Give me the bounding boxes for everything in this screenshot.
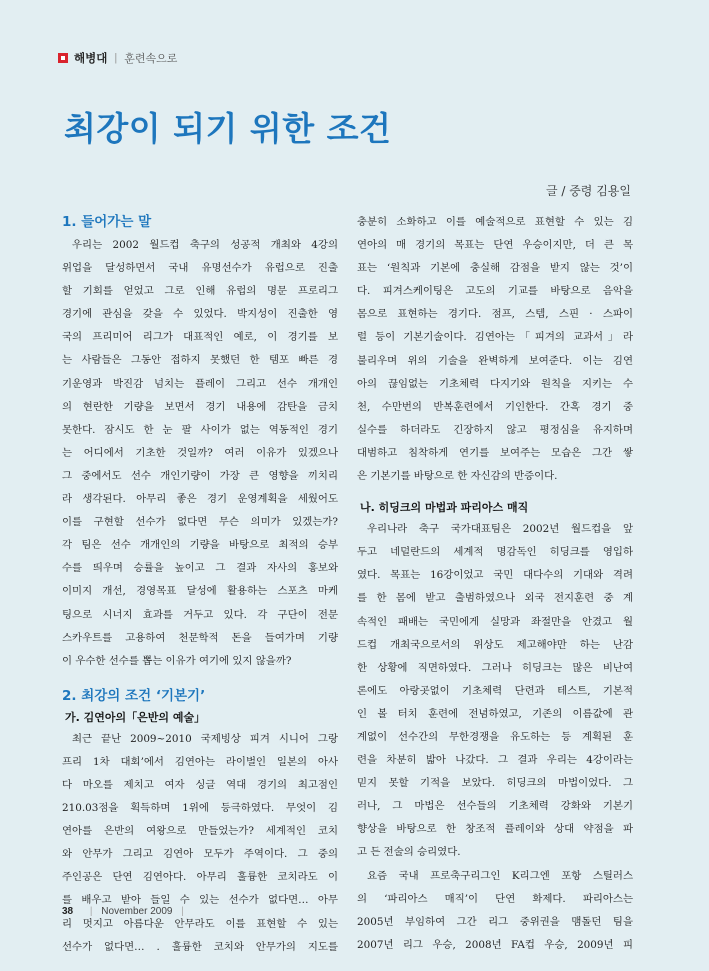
text-line: 충분히 소화하고 이를 예술적으로 표현할 수 있는 김 [357,216,633,228]
text-line: 최근 끝난 2009~2010 국제빙상 피겨 시니어 그랑 [72,732,338,745]
text-line: 실수를 하더라도 긴장하지 않고 평정심을 유지하며 [357,423,633,436]
text-line: 이 우수한 선수를 뽑는 이유가 여기에 있지 않을까? [62,654,292,667]
paragraph-kim-yuna [62,728,338,959]
subheading-kim-yuna: 가. 김연아의「은반의 예술」 [65,710,206,724]
author-byline: 글 / 중령 김용일 [545,184,631,198]
text-line: 2007년 리그 우승, 2008년 FA컵 우승, 2009년 피 [357,938,633,951]
right-column [357,211,633,957]
text-line: 팅으로 시너지 효과를 거두고 있다. 각 구단이 전문 [62,608,338,621]
text-line: 의 현란한 기량을 보면서 경기 내용에 감탄을 금치 [62,400,338,413]
text-line: 그 중에서도 선수 개인기량이 가장 큰 영향을 끼치리 [62,469,338,482]
text-line: 와 안무가 그리고 김연아 모두가 주역이다. 그 중의 [62,848,338,861]
paragraph-hiddink [357,518,633,864]
text-line: 이미지 개선, 경영목표 달성에 활용하는 스포츠 마케 [62,585,338,598]
red-square-icon [58,53,68,63]
text-line: 스카우트를 고용하여 천문학적 돈을 들여가며 기량 [62,631,338,644]
text-line: 론에도 아랑곳없이 기초체력 단련과 테스트, 기본적 [357,684,633,697]
text-line: 표는 ‘원칙과 기본에 충실해 감점을 받지 않는 것’이 [357,262,633,275]
text-line: 의 ‘파리아스 매직’이 단연 화제다. 파리아스는 [357,892,633,905]
text-line: 계없이 선수간의 무한경쟁을 유도하는 등 계획된 훈 [357,730,633,743]
text-line: 인 볼 터치 훈련에 전념하였고, 기존의 이름값에 관 [357,707,633,720]
text-line: 할 기회를 얻었고 그로 인해 유럽의 명문 프로리그 [62,285,338,298]
text-line: 연아의 매 경기의 목표는 단연 우승이지만, 더 큰 목 [357,239,633,252]
text-line: 향상을 바탕으로 한 창조적 플레이와 상대 약점을 파 [357,823,633,836]
text-line: 기운영과 박진감 넘치는 플레이 그리고 선수 개개인 [62,377,338,390]
text-line: 선수가 없다면… . 훌륭한 코치와 안무가의 지도를 [62,940,338,953]
text-line: 한 상황에 직면하였다. 그러나 히딩크는 많은 비난여 [357,661,633,674]
text-line: 는 어디에서 기초한 것일까? 여러 이유가 있겠으나 [62,446,338,459]
text-line: 대범하고 침착하게 연기를 보여주는 모습은 그간 쌓 [357,446,633,459]
paragraph-intro [62,234,338,673]
text-line: 요즘 국내 프로축구리그인 K리그엔 포항 스틸러스 [367,869,633,882]
header-separator: | [114,52,118,64]
article-title: 최강이 되기 위한 조건 [64,109,392,148]
page-number: 38 [62,906,74,917]
text-line: 못한다. 잠시도 한 눈 팔 사이가 없는 역동적인 경기 [62,423,338,436]
text-line: 를 배우고 받아 들일 수 있는 선수가 없다면… 아무 [62,894,338,907]
text-line: 수를 띄우며 승률을 높이고 그 결과 자사의 홍보와 [62,562,338,575]
magazine-section-name: 해병대 [74,53,108,65]
text-line: 위업을 달성하면서 국내 유명선수가 유럽으로 진출 [62,262,338,275]
text-line: 불리우며 위의 기술을 완벽하게 보여준다. 이는 김연 [357,354,633,367]
left-column [62,211,338,959]
text-line: 고 든 전술의 승리였다. [357,846,461,859]
issue-date: November 2009 [101,906,173,917]
text-line: 드컵 개최국으로서의 위상도 제고해야만 하는 난감 [357,638,633,651]
text-line: 련을 차분히 밟아 나갔다. 그 결과 우리는 4강이라는 [357,754,633,767]
text-line: 러나, 그 마법은 선수들의 기초체력 강화와 기본기 [357,800,633,813]
paragraph-farias [357,865,633,957]
section-header [58,50,177,66]
text-line: 몸으로 표현하는 경기다. 점프, 스텝, 스핀 · 스파이 [357,308,633,321]
text-line: 이를 구현할 선수가 없다면 무슨 의미가 있겠는가? [62,516,338,529]
text-line: 라 생각된다. 아무리 좋은 경기 운영계획을 세웠어도 [62,493,338,506]
text-line: 아의 끊임없는 기초체력 다지기와 원칙을 지키는 수 [357,377,633,390]
heading-intro: 1. 들어가는 말 [62,214,152,230]
magazine-section-sub: 훈련속으로 [124,53,178,65]
text-line: 우리나라 축구 국가대표팀은 2002년 월드컵을 앞 [367,523,633,536]
text-line: 천, 수만번의 반복훈련에서 기인한다. 간혹 경기 중 [357,400,633,413]
text-line: 주인공은 단연 김연아다. 아무리 훌륭한 코치라도 이 [62,871,338,884]
text-line: 리 멋지고 아름다운 안무라도 이를 표현할 수 있는 [62,917,338,930]
text-line: 각 팀은 선수 개개인의 기량을 바탕으로 최적의 승부 [62,539,338,552]
text-line: 믿지 못할 기적을 보았다. 히딩크의 마법이었다. 그 [357,777,633,790]
subheading-hiddink: 나. 히딩크의 마법과 파리아스 매직 [360,501,529,515]
text-line: 경기에 관심을 갖을 수 있었다. 박지성이 진출한 영 [62,308,338,321]
text-line: 연아를 은반의 여왕으로 만들었는가? 세계적인 코치 [62,825,338,838]
text-line: 다 마오를 제치고 여자 싱글 역대 경기의 최고점인 [62,778,338,791]
text-line: 속적인 패배는 국민에게 실망과 좌절만을 안겼고 월 [357,615,633,628]
text-line: 프리 1차 대회’에서 김연아는 라이벌인 일본의 아사 [62,755,338,768]
text-line: 다. 피겨스케이팅은 고도의 기교를 바탕으로 음악을 [357,285,633,298]
text-line: 2005년 부임하여 그간 리그 중위권을 맴돌던 팀을 [357,915,633,928]
text-line: 210.03점을 획득하며 1위에 등극하였다. 무엇이 김 [62,802,338,815]
text-line: 은 기본기를 바탕으로 한 자신감의 반증이다. [357,470,558,483]
text-line: 국의 프리미어 리그가 대표적인 예로, 이 경기를 보 [62,331,338,344]
text-line: 럴 등이 기본기술이다. 김연아는「피겨의 교과서」라 [357,331,633,344]
text-line: 우리는 2002 월드컵 축구의 성공적 개최와 4강의 [72,239,338,251]
text-line: 두고 네덜란드의 세계적 명감독인 히딩크를 영입하 [357,546,633,559]
text-line: 는 사람들은 그동안 접하지 못했던 한 템포 빠른 경 [62,354,338,367]
page-footer: 38 | November 2009 | [62,906,184,917]
heading-basics: 2. 최강의 조건 ‘기본기’ [62,687,206,704]
text-line: 를 한 몸에 받고 출범하였으나 외국 전지훈련 중 계 [357,592,633,605]
text-line: 였다. 목표는 16강이었고 국민 대다수의 기대와 격려 [357,569,633,582]
paragraph-kim-yuna-cont [357,211,633,488]
